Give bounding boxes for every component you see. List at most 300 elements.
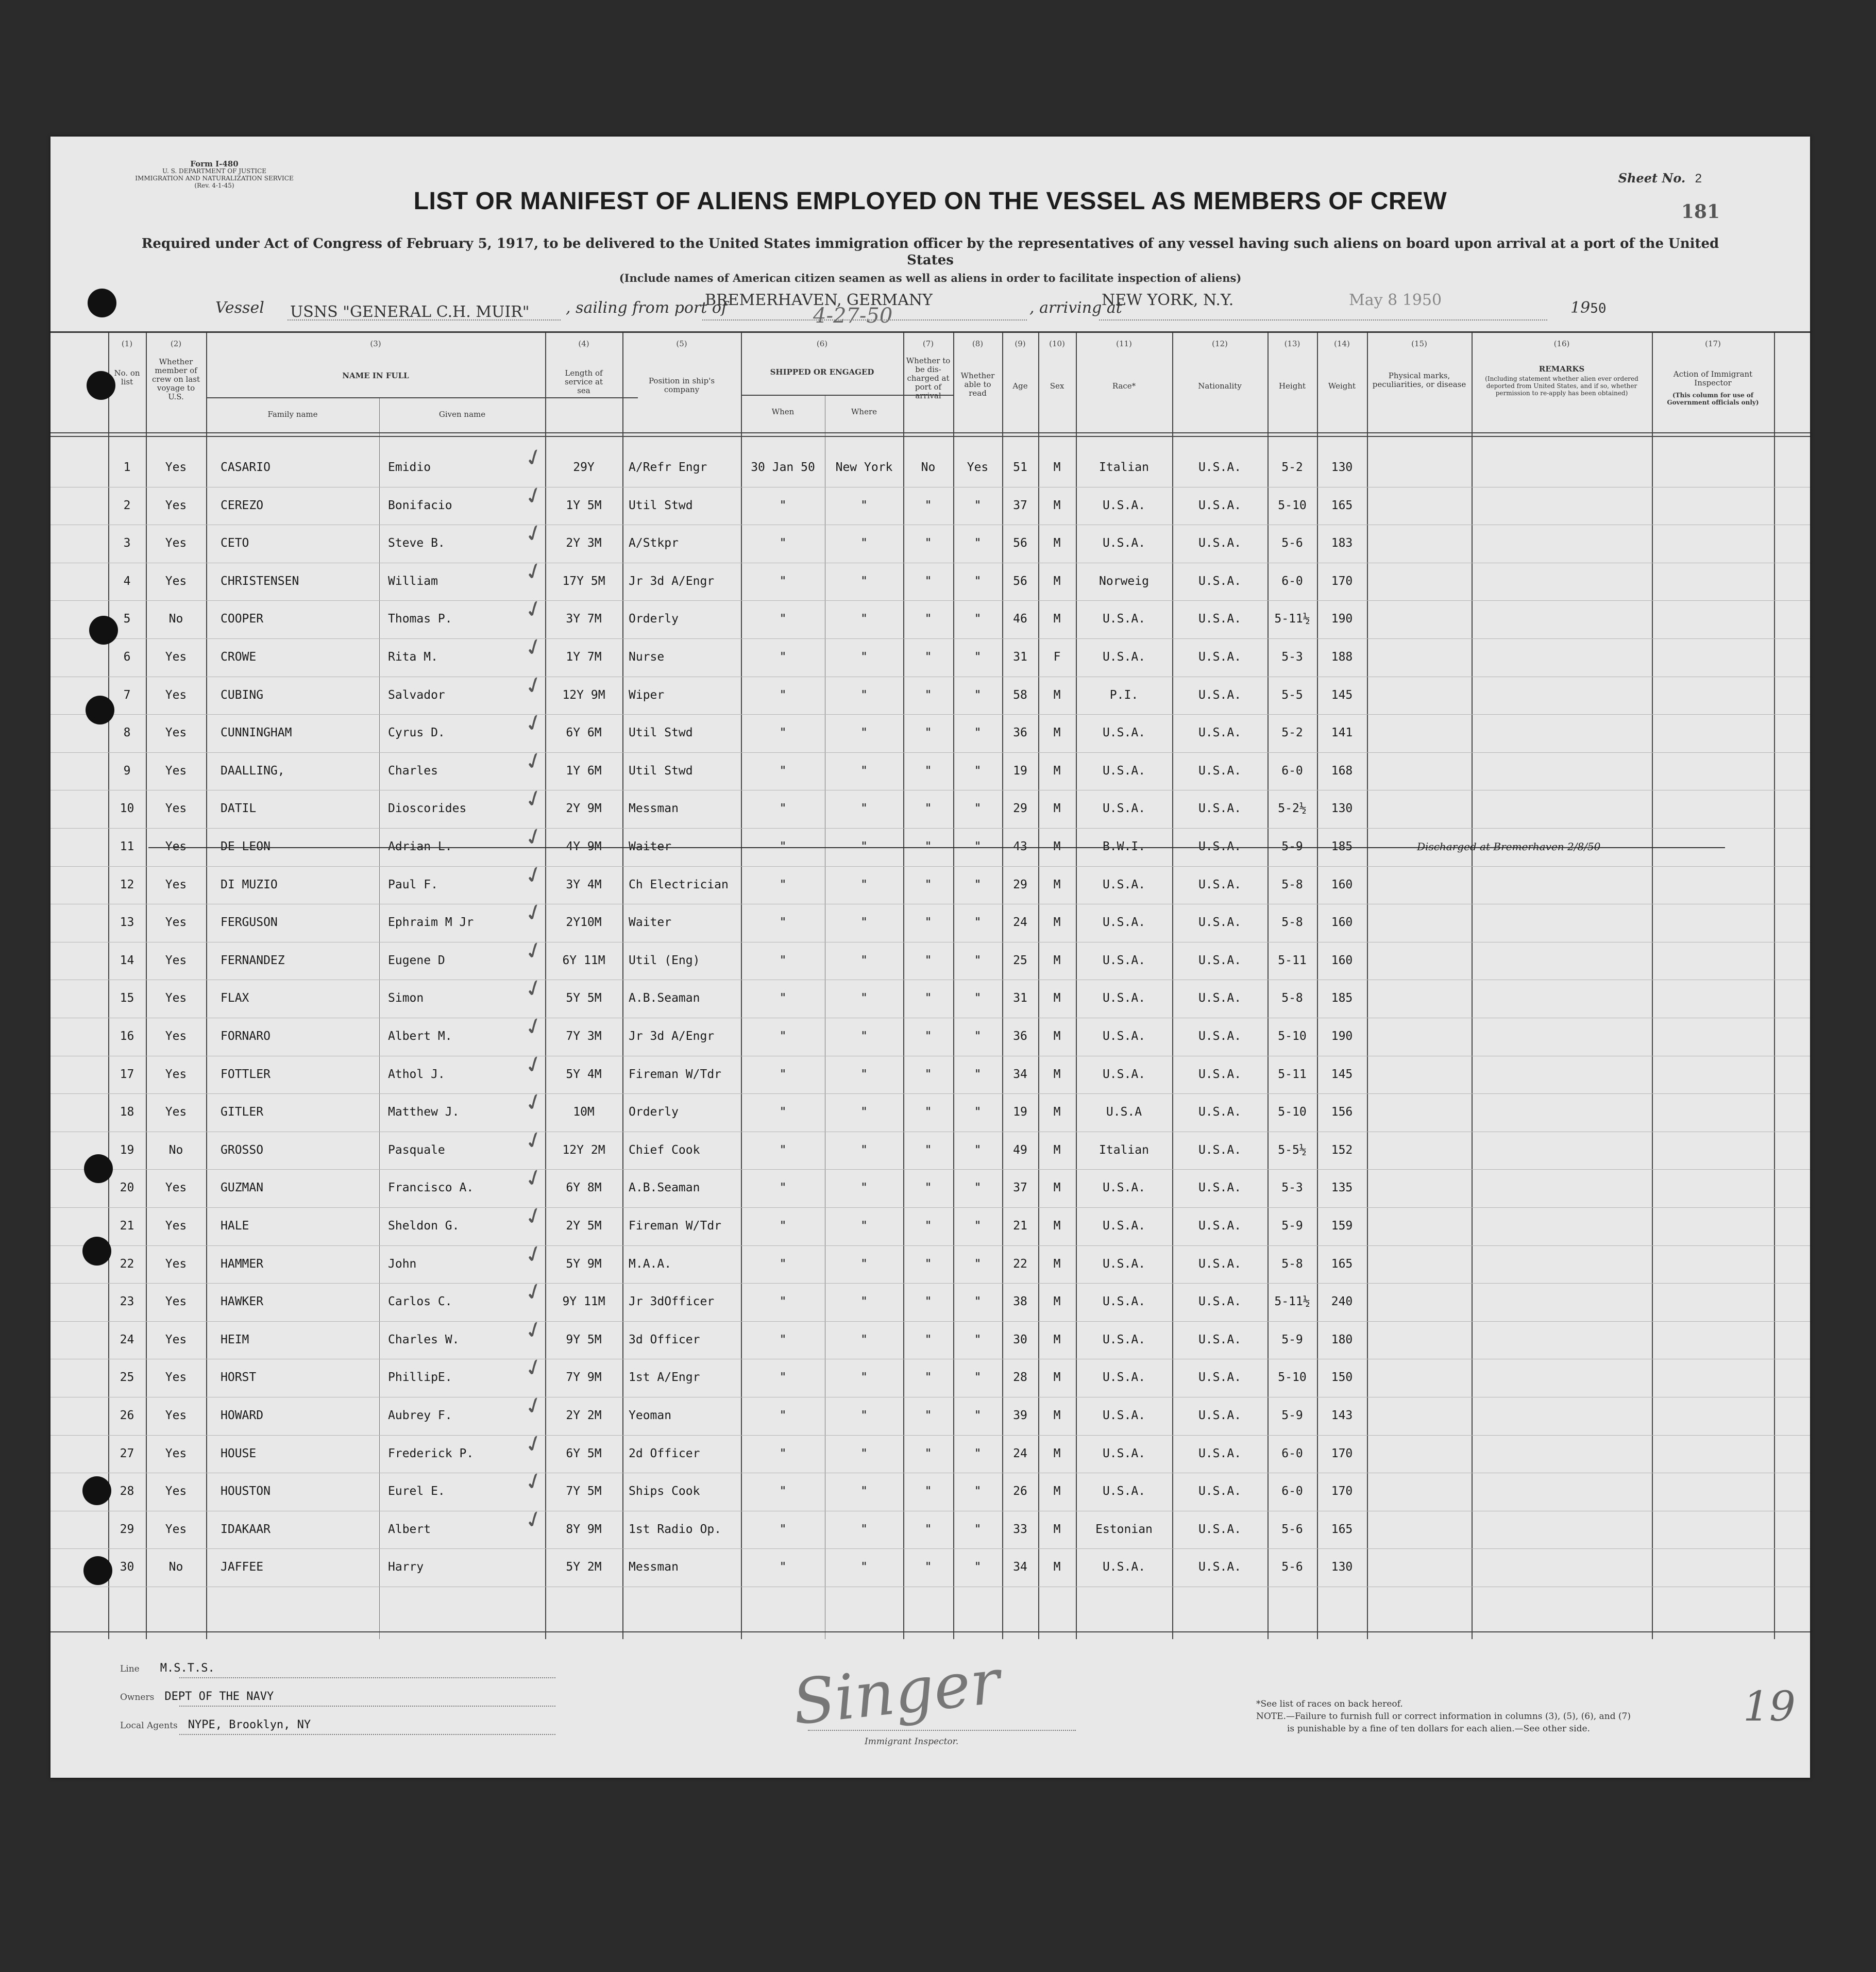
check-mark-icon: ✓ [520,746,548,777]
cell-discharged: " [924,726,932,740]
cell-given-name: Eurel E. [388,1485,445,1498]
cell-age: 31 [1013,991,1027,1005]
cell-read: " [974,991,982,1005]
check-mark-icon: ✓ [520,442,548,474]
cell-where: " [860,878,868,891]
cell-nationality: U.S.A. [1198,916,1242,930]
cell-race: U.S.A. [1102,1333,1146,1346]
check-mark-icon: ✓ [520,1428,548,1460]
cell-sex: M [1053,878,1061,891]
cell-position: A.B.Seaman [629,991,700,1005]
punch-hole [86,696,114,724]
cell-position: Nurse [629,650,665,664]
cell-service: 5Y 5M [566,991,602,1005]
cell-read: " [974,1560,982,1574]
cell-read: " [974,650,982,664]
cell-position: Messman [629,1560,679,1574]
table-row [50,897,1810,941]
cell-height: 5-9 [1281,1409,1303,1422]
cell-age: 26 [1013,1485,1027,1498]
col-discharged: Whether to be dis-charged at port of arrival [906,356,951,400]
cell-no: 4 [123,574,131,588]
year-suffix: 50 [1590,301,1607,316]
cell-nationality: U.S.A. [1198,726,1242,740]
table-row [50,518,1810,562]
cell-height: 5-2½ [1278,802,1307,816]
cell-position: Jr 3dOfficer [629,1295,715,1309]
cell-last-voyage: Yes [165,840,187,853]
cell-position: A/Stkpr [629,536,679,550]
cell-last-voyage: Yes [165,878,187,891]
cell-nationality: U.S.A. [1198,1181,1242,1195]
cell-race: U.S.A. [1102,802,1146,816]
cell-sex: M [1053,1333,1061,1346]
cell-no: 12 [120,878,134,891]
cell-height: 6-0 [1281,574,1303,588]
cell-last-voyage: Yes [165,1181,187,1195]
line-value: M.S.T.S. [160,1662,215,1675]
cell-read: " [974,1219,982,1233]
col-family-name: Family name [267,410,318,419]
cell-service: 1Y 5M [566,498,602,512]
cell-family-name: CETO [221,536,249,550]
cell-no: 6 [123,650,131,664]
cell-no: 28 [120,1485,134,1498]
cell-service: 1Y 6M [566,764,602,778]
cell-weight: 183 [1331,536,1353,550]
vessel-underline [288,319,561,321]
cell-service: 6Y 5M [566,1446,602,1460]
cell-family-name: FERGUSON [221,916,278,930]
cell-family-name: CASARIO [221,461,271,474]
cell-sex: M [1053,498,1061,512]
cell-service: 12Y 9M [562,688,605,702]
cell-family-name: FORNARO [221,1030,271,1043]
cell-discharged: " [924,1560,932,1574]
year-field [1570,299,1607,330]
cell-weight: 141 [1331,726,1353,740]
cell-no: 16 [120,1030,134,1043]
cell-last-voyage: Yes [165,916,187,930]
cell-given-name: Albert M. [388,1030,452,1043]
vessel-label: Vessel [215,299,264,317]
cell-family-name: DI MUZIO [221,878,278,891]
cell-no: 5 [123,612,131,626]
cell-discharged: " [924,1219,932,1233]
cell-family-name: HALE [221,1219,249,1233]
col-last-voyage: Whether member of crew on last voyage to U.S. [152,357,200,401]
cell-race: Italian [1099,1143,1149,1157]
cell-age: 49 [1013,1143,1027,1157]
cell-family-name: FERNANDEZ [221,953,285,967]
cell-race: U.S.A. [1102,1067,1146,1081]
cell-family-name: GROSSO [221,1143,264,1157]
cell-age: 56 [1013,574,1027,588]
cell-position: Messman [629,802,679,816]
cell-position: Ch Electrician [629,878,729,891]
races-note: *See list of races on back hereof. [1256,1699,1403,1709]
cell-position: A/Refr Engr [629,461,707,474]
cell-discharged: " [924,1067,932,1081]
cell-last-voyage: Yes [165,498,187,512]
cell-race: U.S.A. [1102,1560,1146,1574]
col-num-14: (14) [1334,339,1350,348]
cell-service: 2Y 2M [566,1409,602,1422]
col-where: Where [851,407,877,416]
cell-height: 6-0 [1281,764,1303,778]
sheet-value: 2 [1695,172,1702,186]
table-row [50,480,1810,525]
cell-last-voyage: Yes [165,1522,187,1536]
cell-given-name: Frederick P. [388,1446,474,1460]
table-row [50,1314,1810,1359]
cell-nationality: U.S.A. [1198,1522,1242,1536]
cell-discharged: " [924,840,932,853]
cell-sex: M [1053,726,1061,740]
arriving-label: , arriving at [1029,299,1122,317]
cell-when: " [779,498,787,512]
cell-when: " [779,1333,787,1346]
cell-discharged: " [924,1409,932,1422]
cell-no: 26 [120,1409,134,1422]
cell-when: " [779,764,787,778]
cell-service: 2Y 5M [566,1219,602,1233]
cell-nationality: U.S.A. [1198,688,1242,702]
cell-height: 5-10 [1278,1105,1307,1119]
cell-where: " [860,1143,868,1157]
cell-where: " [860,688,868,702]
note-line1: NOTE.—Failure to furnish full or correct information in columns (3), (5), (6), and (7) [1256,1711,1631,1722]
cell-service: 3Y 7M [566,612,602,626]
cell-family-name: CROWE [221,650,257,664]
cell-age: 22 [1013,1257,1027,1271]
col-physical-marks: Physical marks, peculiarities, or disease [1372,371,1466,389]
cell-nationality: U.S.A. [1198,1295,1242,1309]
cell-discharged: " [924,498,932,512]
cell-sex: F [1053,650,1061,664]
cell-position: Waiter [629,840,672,853]
cell-no: 21 [120,1219,134,1233]
cell-last-voyage: Yes [165,802,187,816]
check-mark-icon: ✓ [520,1390,548,1422]
cell-position: 2d Officer [629,1446,700,1460]
table-row [50,1125,1810,1169]
cell-position: M.A.A. [629,1257,672,1271]
check-mark-icon: ✓ [520,897,548,929]
cell-weight: 145 [1331,688,1353,702]
cell-race: U.S.A. [1102,878,1146,891]
cell-age: 24 [1013,1446,1027,1460]
cell-position: Waiter [629,916,672,930]
cell-sex: M [1053,536,1061,550]
cell-height: 5-2 [1281,726,1303,740]
cell-height: 5-2 [1281,461,1303,474]
check-mark-icon: ✓ [520,1238,548,1270]
cell-nationality: U.S.A. [1198,1409,1242,1422]
cell-sex: M [1053,953,1061,967]
cell-when: " [779,650,787,664]
cell-when: " [779,1446,787,1460]
cell-age: 19 [1013,1105,1027,1119]
cell-service: 2Y 3M [566,536,602,550]
cell-no: 2 [123,498,131,512]
cell-family-name: HOUSTON [221,1485,271,1498]
cell-read: Yes [967,461,989,474]
cell-read: " [974,688,982,702]
cell-weight: 150 [1331,1371,1353,1385]
cell-last-voyage: Yes [165,726,187,740]
cell-position: Jr 3d A/Engr [629,1030,715,1043]
cell-no: 18 [120,1105,134,1119]
cell-discharged: " [924,1333,932,1346]
cell-family-name: HAWKER [221,1295,264,1309]
cell-weight: 159 [1331,1219,1353,1233]
cell-age: 30 [1013,1333,1027,1346]
col-position: Position in ship's company [648,376,715,394]
check-mark-icon: ✓ [520,707,548,739]
table-row [50,1504,1810,1548]
cell-height: 5-3 [1281,1181,1303,1195]
arrival-date: May 8 1950 [1349,291,1442,309]
table-row [50,1011,1810,1055]
cell-when: " [779,1485,787,1498]
check-mark-icon: ✓ [520,1466,548,1497]
col-sex: Sex [1050,381,1064,391]
cell-read: " [974,1522,982,1536]
col-action-inspector: Action of Immigrant Inspector [1673,369,1753,387]
cell-sex: M [1053,1105,1061,1119]
cell-race: Italian [1099,461,1149,474]
cell-sex: M [1053,612,1061,626]
check-mark-icon: ✓ [520,935,548,967]
cell-age: 56 [1013,536,1027,550]
cell-nationality: U.S.A. [1198,878,1242,891]
cell-last-voyage: Yes [165,1105,187,1119]
cell-service: 1Y 7M [566,650,602,664]
cell-given-name: Salvador [388,688,445,702]
cell-age: 58 [1013,688,1027,702]
cell-sex: M [1053,688,1061,702]
cell-when: " [779,1219,787,1233]
cell-given-name: Bonifacio [388,498,452,512]
col-given-name: Given name [438,410,486,419]
cell-no: 27 [120,1446,134,1460]
cell-age: 36 [1013,1030,1027,1043]
cell-where: " [860,536,868,550]
cell-when: " [779,688,787,702]
cell-weight: 130 [1331,802,1353,816]
cell-weight: 170 [1331,1485,1353,1498]
cell-nationality: U.S.A. [1198,461,1242,474]
cell-sex: M [1053,764,1061,778]
cell-where: " [860,1067,868,1081]
cell-given-name: Sheldon G. [388,1219,460,1233]
cell-last-voyage: Yes [165,1409,187,1422]
cell-last-voyage: Yes [165,1067,187,1081]
cell-race: U.S.A. [1102,1030,1146,1043]
cell-no: 29 [120,1522,134,1536]
cell-given-name: Charles [388,764,438,778]
check-mark-icon: ✓ [520,1087,548,1118]
cell-service: 12Y 2M [562,1143,605,1157]
cell-position: Util Stwd [629,764,693,778]
year-prefix: 19 [1570,299,1591,317]
cell-read: " [974,1446,982,1460]
corner-handwritten-mark: 19 [1743,1682,1796,1730]
punch-hole [83,1556,112,1585]
line-label: Line [120,1664,140,1674]
cell-position: Util (Eng) [629,953,700,967]
cell-last-voyage: No [168,1143,183,1157]
cell-nationality: U.S.A. [1198,1485,1242,1498]
check-mark-icon: ✓ [520,594,548,626]
cell-when: " [779,1560,787,1574]
cell-height: 5-11½ [1274,612,1310,626]
cell-given-name: Ephraim M Jr [388,916,474,930]
cell-age: 51 [1013,461,1027,474]
cell-nationality: U.S.A. [1198,1143,1242,1157]
cell-no: 8 [123,726,131,740]
cell-nationality: U.S.A. [1198,612,1242,626]
cell-last-voyage: Yes [165,1030,187,1043]
col-length-service: Length of service at sea [564,368,603,395]
cell-height: 5-6 [1281,1522,1303,1536]
cell-read: " [974,840,982,853]
cell-read: " [974,574,982,588]
cell-sex: M [1053,1030,1061,1043]
cell-service: 3Y 4M [566,878,602,891]
cell-nationality: U.S.A. [1198,840,1242,853]
check-mark-icon: ✓ [520,480,548,512]
table-row [50,1428,1810,1473]
cell-last-voyage: Yes [165,1485,187,1498]
cell-remark: Discharged at Bremerhaven 2/8/50 [1417,840,1601,853]
cell-sex: M [1053,461,1061,474]
table-row [50,1390,1810,1435]
col-nationality: Nationality [1198,381,1242,391]
cell-read: " [974,1143,982,1157]
table-row [50,973,1810,1017]
vessel-value: USNS "GENERAL C.H. MUIR" [290,303,530,321]
check-mark-icon: ✓ [520,556,548,587]
cell-position: Util Stwd [629,498,693,512]
cell-read: " [974,802,982,816]
cell-read: " [974,1485,982,1498]
cell-height: 6-0 [1281,1485,1303,1498]
cell-when: " [779,1030,787,1043]
cell-sex: M [1053,574,1061,588]
cell-nationality: U.S.A. [1198,1105,1242,1119]
cell-where: " [860,840,868,853]
cell-nationality: U.S.A. [1198,953,1242,967]
cell-where: " [860,1181,868,1195]
cell-where: " [860,1333,868,1346]
check-mark-icon: ✓ [520,1011,548,1042]
cell-height: 5-3 [1281,650,1303,664]
cell-race: U.S.A. [1102,612,1146,626]
table-row [50,1352,1810,1396]
page-title: LIST OR MANIFEST OF ALIENS EMPLOYED ON THE VESSEL AS MEMBERS OF CREW [413,188,1447,215]
cell-discharged: No [921,461,936,474]
cell-when: " [779,840,787,853]
cell-where: " [860,802,868,816]
cell-sex: M [1053,840,1061,853]
cell-sex: M [1053,1560,1061,1574]
cell-discharged: " [924,953,932,967]
cell-weight: 165 [1331,1257,1353,1271]
cell-height: 5-5 [1281,688,1303,702]
table-row [50,1087,1810,1131]
cell-age: 24 [1013,916,1027,930]
col-num-16: (16) [1553,339,1570,348]
cell-given-name: Paul F. [388,878,438,891]
cell-no: 25 [120,1371,134,1385]
cell-weight: 165 [1331,498,1353,512]
cell-weight: 145 [1331,1067,1353,1081]
cell-nationality: U.S.A. [1198,1219,1242,1233]
cell-discharged: " [924,991,932,1005]
form-id-block [106,160,323,189]
cell-where: " [860,1446,868,1460]
cell-no: 24 [120,1333,134,1346]
cell-last-voyage: Yes [165,1371,187,1385]
cell-no: 19 [120,1143,134,1157]
cell-position: Fireman W/Tdr [629,1219,722,1233]
cell-sex: M [1053,1485,1061,1498]
cell-race: U.S.A. [1102,991,1146,1005]
cell-given-name: Emidio [388,461,431,474]
sailing-port: BREMERHAVEN, GERMANY [705,291,933,309]
cell-family-name: GUZMAN [221,1181,264,1195]
cell-where: " [860,498,868,512]
cell-discharged: " [924,1485,932,1498]
cell-race: Estonian [1095,1522,1153,1536]
stamp-number: 181 [1681,201,1720,223]
note-line2: is punishable by a fine of ten dollars for each alien.—See other side. [1287,1724,1590,1734]
cell-race: U.S.A. [1102,1257,1146,1271]
cell-service: 9Y 11M [562,1295,605,1309]
cell-height: 5-10 [1278,1371,1307,1385]
cell-given-name: Eugene D [388,953,445,967]
cell-last-voyage: No [168,612,183,626]
cell-sex: M [1053,1295,1061,1309]
cell-race: U.S.A. [1102,953,1146,967]
col-weight: Weight [1328,381,1356,391]
cell-nationality: U.S.A. [1198,574,1242,588]
cell-last-voyage: Yes [165,688,187,702]
check-mark-icon: ✓ [520,973,548,1005]
cell-when: " [779,612,787,626]
inspector-label: Immigrant Inspector. [865,1737,959,1747]
cell-position: Wiper [629,688,665,702]
cell-family-name: HOUSE [221,1446,257,1460]
table-row [50,556,1810,600]
cell-no: 23 [120,1295,134,1309]
cell-family-name: CUNNINGHAM [221,726,292,740]
cell-read: " [974,726,982,740]
cell-age: 34 [1013,1560,1027,1574]
cell-nationality: U.S.A. [1198,1560,1242,1574]
cell-discharged: " [924,1522,932,1536]
cell-position: Ships Cook [629,1485,700,1498]
agents-value: NYPE, Brooklyn, NY [188,1718,311,1731]
cell-sex: M [1053,991,1061,1005]
cell-height: 5-9 [1281,840,1303,853]
cell-nationality: U.S.A. [1198,764,1242,778]
cell-no: 9 [123,764,131,778]
cell-service: 7Y 3M [566,1030,602,1043]
cell-age: 38 [1013,1295,1027,1309]
